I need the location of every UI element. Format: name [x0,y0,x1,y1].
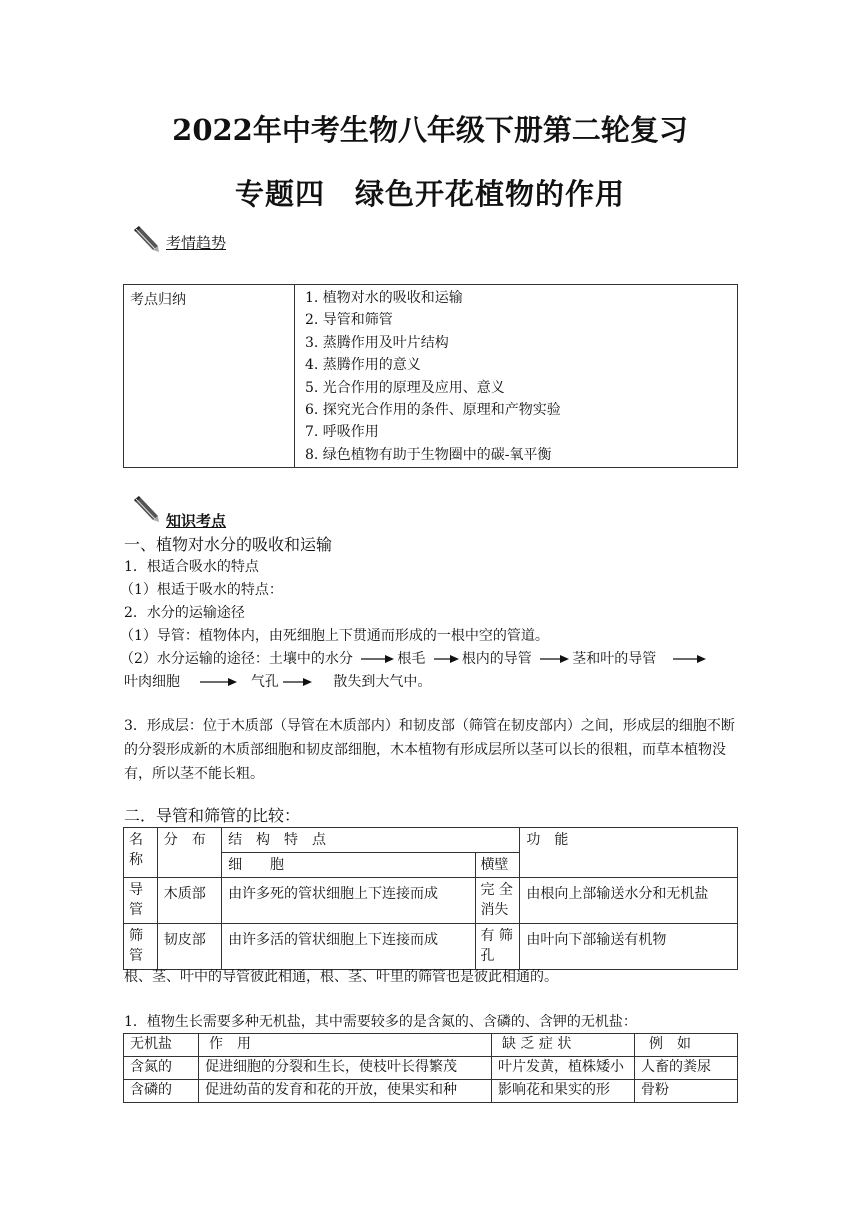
compare-table [123,827,738,970]
list-item: 8. 绿色植物有助于生物圈中的碳-氧平衡 [305,446,552,463]
heading-water: 一、植物对水分的吸收和运输 [124,535,333,554]
row-function: 由叶向下部输送有机物 [520,924,738,970]
header-wall: 横壁 [476,853,520,878]
pencil-icon [130,224,160,254]
section-title: 知识考点 [166,512,227,530]
cell-example: 人畜的粪尿 [635,1057,738,1080]
water-path-line [120,649,709,669]
row-distribution: 木质部 [157,878,221,924]
arrow-right-icon [359,654,395,664]
compare-note: 根、茎、叶中的导管彼此相通，根、茎、叶里的筛管也是彼此相通的。 [124,969,558,985]
arrow-right-icon [198,677,238,687]
arrow-right-icon [671,654,707,664]
list-item: 3. 蒸腾作用及叶片结构 [305,334,449,351]
row-name: 筛管 [124,924,158,970]
header-effect: 作 用 [199,1034,492,1057]
row-cell: 由许多死的管状细胞上下连接而成 [222,878,476,924]
arrow-right-icon [432,654,460,664]
text-line: 2．水分的运输途径 [124,605,245,621]
text-line: 1．根适合吸水的特点 [124,559,259,575]
cell-symptom: 影响花和果实的形 [492,1080,635,1103]
page-title: 2022年中考生物八年级下册第二轮复习 [172,113,688,147]
minerals-table [123,1033,738,1103]
header-distribution: 分 布 [157,828,221,878]
arrow-right-icon [281,677,313,687]
pencil-icon [130,494,160,524]
minerals-heading: 1．植物生长需要多种无机盐，其中需要较多的是含氮的、含磷的、含钾的无机盐： [124,1014,637,1030]
list-item: 1. 植物对水的吸收和运输 [305,290,463,306]
list-item: 4. 蒸腾作用的意义 [305,357,421,374]
page-subtitle: 专题四 绿色开花植物的作用 [234,177,625,211]
key-points-table [123,284,738,468]
list-item: 6. 探究光合作用的条件、原理和产物实验 [305,401,561,418]
cell-symptom: 叶片发黄，植株矮小 [492,1057,635,1080]
path-step: 散失到大气中。 [333,674,432,690]
row-wall: 完 全消失 [476,878,520,924]
text-line: （1）根适于吸水的特点： [120,582,283,598]
header-symptom: 缺 乏 症 状 [492,1034,635,1057]
water-path-line-2 [124,672,431,692]
heading-compare: 二．导管和筛管的比较： [124,806,301,825]
path-step: 根毛 [397,651,426,667]
row-wall: 有 筛孔 [476,924,520,970]
list-item: 5. 光合作用的原理及应用、意义 [305,379,505,396]
text-line: （1）导管：植物体内，由死细胞上下贯通而形成的一根中空的管道。 [120,628,549,644]
path-step: 根内的导管 [461,651,532,667]
header-cell: 细 胞 [222,853,476,878]
table-label: 考点归纳 [124,285,295,468]
cell-mineral: 含氮的 [124,1057,199,1080]
path-step: 叶肉细胞 [124,674,180,690]
header-example: 例 如 [635,1034,738,1057]
section-title: 考情趋势 [166,234,227,252]
header-function: 功 能 [520,828,738,878]
list-item: 7. 呼吸作用 [305,424,379,441]
cell-effect: 促进细胞的分裂和生长，使枝叶长得繁茂 [199,1057,492,1080]
header-name: 名称 [124,828,158,878]
row-function: 由根向上部输送水分和无机盐 [520,878,738,924]
arrow-right-icon [538,654,570,664]
list-item: 2. 导管和筛管 [305,312,393,329]
key-points-list [295,285,738,468]
cell-effect: 促进幼苗的发育和花的开放，使果实和种 [199,1080,492,1103]
header-structure: 结 构 特 点 [222,828,520,853]
row-name: 导管 [124,878,158,924]
path-step: 气孔 [250,674,279,690]
path-prefix: （2）水分运输的途径：土壤中的水分 [120,651,353,667]
path-step: 茎和叶的导管 [572,651,657,667]
header-mineral: 无机盐 [124,1034,199,1057]
row-distribution: 韧皮部 [157,924,221,970]
cell-mineral: 含磷的 [124,1080,199,1103]
cambium-paragraph: 3．形成层：位于木质部（导管在木质部内）和韧皮部（筛管在韧皮部内）之间，形成层的细胞不断的分裂形成新的木质部细胞和韧皮部细胞，木本植物有形成层所以茎可以长的很粗，而草本植物没有，所以茎不能长粗。 [124,718,735,782]
row-cell: 由许多活的管状细胞上下连接而成 [222,924,476,970]
cell-example: 骨粉 [635,1080,738,1103]
